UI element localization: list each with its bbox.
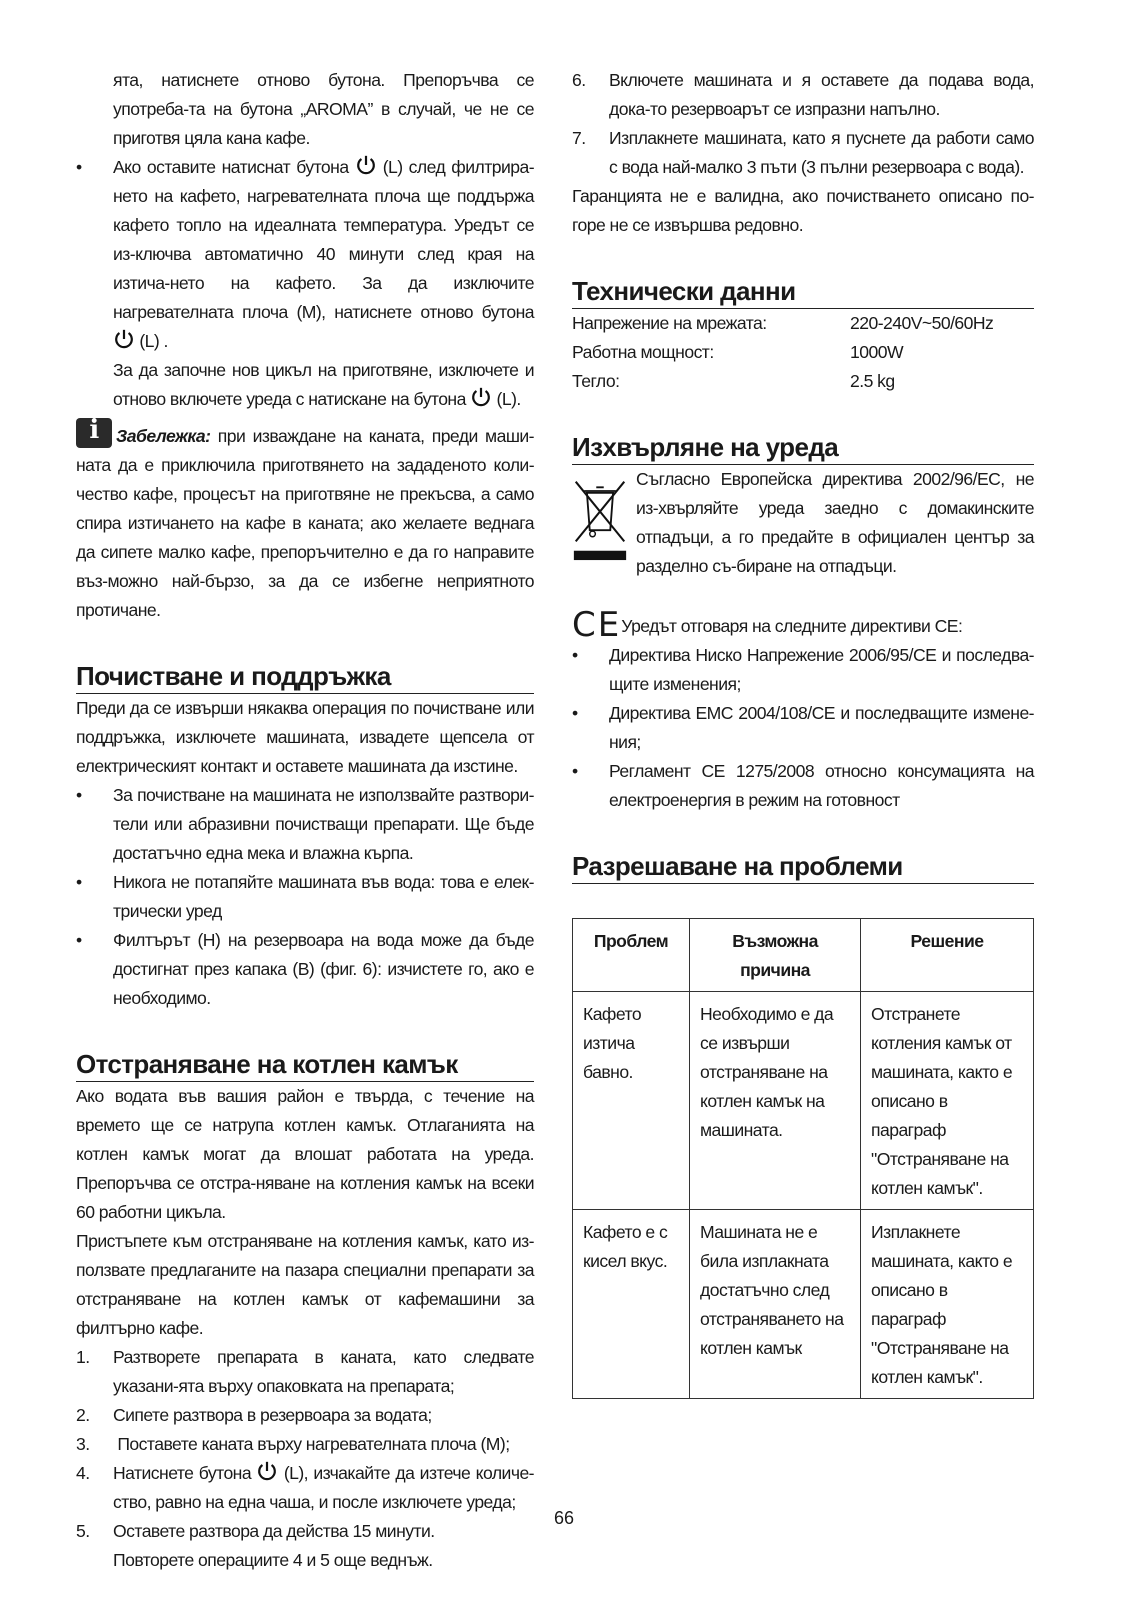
list-item: • Никога не потапяйте машината във вода: това е елек-трически уред (76, 872, 534, 921)
disposal-heading: Изхвърляне на уреда (572, 430, 1034, 465)
left-column (76, 66, 534, 1575)
table-row: Кафето е с кисел вкус. Машината не е била изплакната достатъчно след отстраняването на котлен камък Изплакнете машината, както е описано в параграф "Отстраняване на котлен камък". (573, 1210, 1034, 1399)
list-item: • Директива Ниско Напрежение 2006/95/CE и последва-щите изменения; (572, 645, 1034, 694)
keep-warm-list (76, 153, 534, 356)
ce-mark-icon: CE (572, 605, 622, 645)
list-item: • Регламент CE 1275/2008 относно консумацията на електроенергия в режим на готовност (572, 761, 1034, 810)
step-2: 2. Сипете разтвора в резервоара за водата; (76, 1405, 432, 1425)
table-header-row: Проблем Възможна причина Решение (573, 919, 1034, 992)
cleaning-list (76, 781, 534, 1013)
descaling-paragraph-2: Пристъпете към отстраняване на котления камък, като из-ползвате предлаганите на пазара специални препарати за отстраняване на котлен камък от кафемашини за филтърно кафе. (76, 1231, 534, 1338)
troubleshooting-table (572, 918, 1034, 1399)
tech-data-heading: Технически данни (572, 274, 1034, 309)
step-3: 3. Поставете каната върху нагревателната плоча (M); (76, 1434, 510, 1454)
warranty-note: Гаранцията не е валидна, ако почистването описано по-горе не се извършва редовно. (572, 186, 1034, 235)
intro-continuation: ята, натиснете отново бутона. Препоръчва се употреба-та на бутона „AROMA” в случай, че не се приготвя цяла кана кафе. (113, 70, 534, 148)
step-4: 4. Натиснете бутона (L), изчакайте да изтече количе-ство, равно на една чаша, и после изключете уреда; (76, 1459, 534, 1517)
list-item: • За почистване на машината не използвайте разтвори-тели или абразивни почистващи препарати. Ще бъде достатъчно една мека и влажна кърпа. (76, 785, 534, 863)
disposal-text: Съгласно Европейска директива 2002/96/EC, не из-хвърляйте уреда заедно с домакинските отпадъци, а го предайте в официален център за разделно съ-биране на отпадъци. (636, 469, 1034, 576)
ce-list (572, 641, 1034, 815)
cleaning-intro: Преди да се извърши някаква операция по почистване или поддръжка, изключете машината, извадете щепсела от електрическият контакт и оставете машината да изстине. (76, 698, 534, 776)
power-icon (355, 154, 377, 176)
descaling-steps (76, 1343, 534, 1575)
table-row: Работна мощност: 1000W (572, 342, 903, 362)
table-row: Кафето изтича бавно. Необходимо е да се извърши отстраняване на котлен камък на машината. Отстранете котления камък от машината, както е описано в параграф "Отстраняване на котлен камък". (573, 992, 1034, 1210)
note-label: Забележка: (116, 426, 211, 446)
descaling-heading: Отстраняване на котлен камък (76, 1047, 534, 1082)
step-5: 5. Оставете разтвора да действа 15 минути. Повторете операциите 4 и 5 още веднъж. (76, 1521, 435, 1570)
new-cycle-text: За да започне нов цикъл на приготвяне, изключете и отново включете уреда с натискане на бутона (L). (113, 360, 534, 409)
ce-line: CEУредът отговаря на следните директиви CE: (572, 605, 963, 645)
power-icon (256, 1460, 278, 1482)
power-icon (113, 328, 135, 350)
disposal-block (572, 465, 1034, 581)
power-icon (470, 386, 492, 408)
table-row: Тегло: 2.5 kg (572, 371, 895, 391)
crossed-bin-icon (572, 471, 628, 567)
page-number: 66 (553, 1508, 575, 1528)
step-1: 1. Разтворете препарата в каната, като следвате указани-ята върху опаковката на препарата; (76, 1347, 534, 1396)
descaling-paragraph-1: Ако водата във вашия район е твърда, с течение на времето ще се натрупа котлен камък. Отлаганията на котлен камък могат да влошат работата на уреда. Препоръчва се отстра-няване на котления камък на всеки 60 работни цикъла. (76, 1086, 534, 1222)
tech-data-table (572, 309, 1034, 396)
table-row: Напрежение на мрежата: 220-240V~50/60Hz (572, 313, 994, 333)
info-icon: i (76, 418, 112, 448)
list-item: • Филтърът (H) на резервоара на вода може да бъде достигнат през капака (B) (фиг. 6): изчистете го, ако е необходимо. (76, 930, 534, 1008)
right-column (572, 66, 1034, 1399)
list-item: • Директива EMC 2004/108/CE и последващите измене-ния; (572, 703, 1034, 752)
descaling-steps-continued (572, 66, 1034, 182)
keep-warm-bullet: • Ако оставите натиснат бутона (L) след филтрира-нето на кафето, нагревателната плоча ще поддържа кафето топло на идеалната температура. Уредът се из-ключва автоматично 40 минути след края на изтича-нето на кафето. За да изключите нагревателната плоча (M), натиснете отново бутона (L) . (76, 153, 534, 356)
step-7: 7. Изплакнете машината, като я пуснете да работи само с вода най-малко 3 пъти (3 пълни резервоара с вода). (572, 128, 1034, 177)
troubleshooting-heading: Разрешаване на проблеми (572, 849, 1034, 884)
note-paragraph: i Забележка: при изваждане на каната, преди маши-ната да е приключила приготвянето на зададеното коли-чество кафе, процесът на приготвяне не прекъсва, а само спира изтичането на кафе в каната; ако желаете веднага да сипете малко кафе, препоръчително е да го направите въз-можно най-бързо, за да се избегне неприятното протичане. (76, 415, 534, 620)
cleaning-heading: Почистване и поддръжка (76, 659, 534, 694)
step-6: 6. Включете машината и я оставете да подава вода, дока-то резервоарът се изпразни напълно. (572, 70, 1034, 119)
